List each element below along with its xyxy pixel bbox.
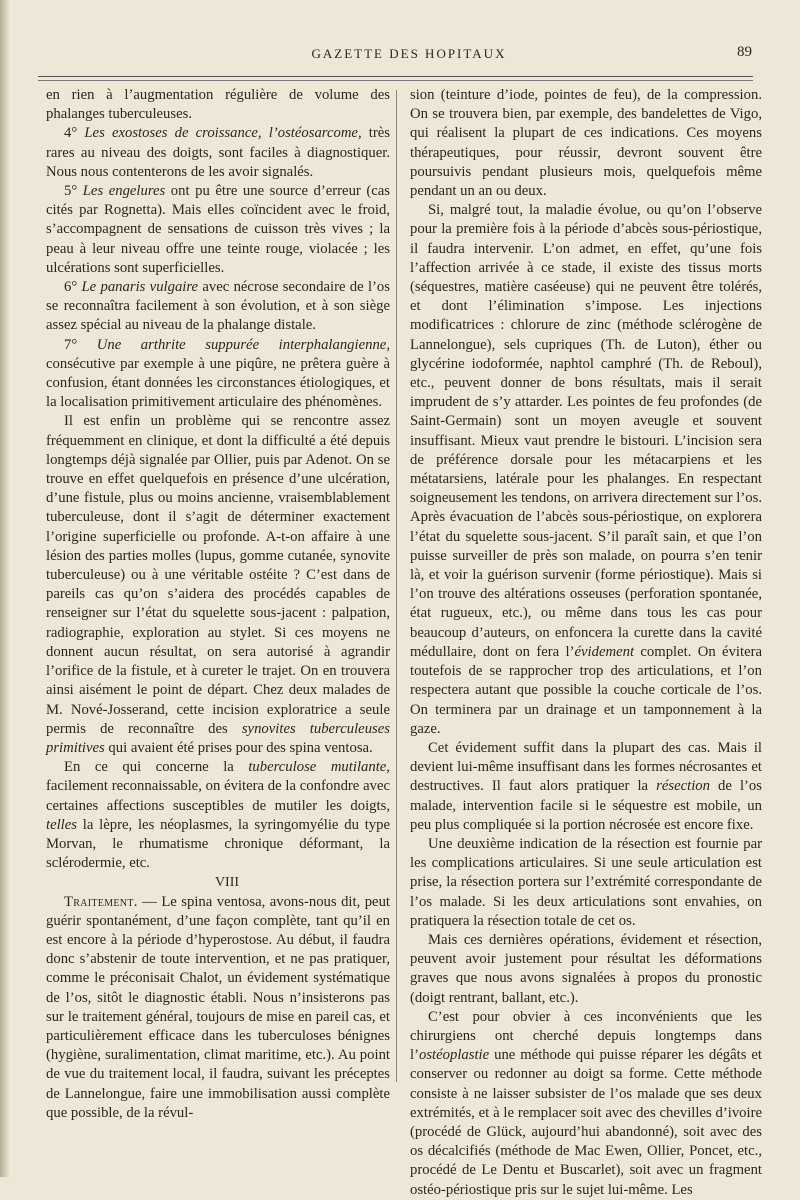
paragraph [410, 86, 762, 201]
paragraph [46, 182, 390, 278]
text-run: de l’os malade, intervention facile si le séquestre est mobile, un peu plus compliquée si la portion nécrosée est encore fixe. [410, 778, 762, 833]
header-rule [38, 76, 753, 77]
emphasis: évidement [574, 643, 635, 660]
emphasis: Les engelures [82, 183, 166, 200]
text-run: la lèpre, les néoplasmes, la syringomyélie du type Morvan, le rhumatisme chronique déformant, la sclérodermie, etc. [46, 816, 390, 872]
emphasis: résection [656, 778, 710, 795]
text-run: 6° [64, 279, 82, 296]
paragraph [46, 758, 390, 873]
text-run: Une deuxième indication de la résection est fournie par les complications articulaires. Si une seule articulation est prise, la résection portera sur l’extrémité correspondante de l’os malade. Si les deux articulations sont envahies, on pratiquera la résection totale de cet os. [410, 835, 762, 929]
emphasis: synovites tuberculeuses primitives [46, 720, 390, 756]
emphasis: tuberculose mutilante, [248, 759, 390, 776]
text-run: Mais ces dernières opérations, évidement et résection, peuvent avoir justement pour résultat les déformations graves que nous avons signalées à propos du pronostic (doigt rentrant, ballant, etc.). [410, 931, 762, 1006]
binding-edge [0, 0, 10, 1177]
text-run: consécutive par exemple à une piqûre, ne prêtera guère à confusion, étant données les circonstances étiologiques, et la localisation primitivement articulaire des phénomènes. [46, 355, 390, 411]
emphasis: Les exostoses de croissance, l’ostéosarcome, [84, 125, 362, 142]
text-run: qui avaient été prises pour des spina ventosa. [104, 739, 373, 756]
paragraph [410, 931, 762, 1008]
paragraph [46, 86, 390, 124]
header-rule-secondary [38, 80, 753, 81]
section-heading: VIII [214, 875, 240, 891]
text-run: avec nécrose secondaire de l’os se reconnaîtra facilement à son évolution, et à son siège assez spécial au niveau de la phalange distale. [46, 279, 390, 334]
paragraph [46, 336, 390, 413]
text-run: 4° [64, 125, 85, 142]
paragraph [46, 124, 390, 182]
right-column [410, 86, 762, 1200]
text-run: une méthode qui puisse réparer les dégâts et conserver ou redonner au doigt sa forme. Cette méthode consiste à ne laisser subsister de l’os malade que ses deux extrémités, et à le remplacer soit avec des chevilles d’ivoire (procédé de Glück, aujourd’hui abandonné), soit avec des os décalcifiés (méthode de Mac Ewen, Ollier, Poncet, etc., procédé de Le Dentu et Buscarlet), soit avec un fragment ostéo-périostique pris sur le sujet lui-même. Les [410, 1047, 762, 1198]
emphasis: ostéoplastie [418, 1047, 490, 1064]
text-run: Il est enfin un problème qui se rencontre assez fréquemment en clinique, et dont la difficulté a été depuis longtemps déjà signalée par Ollier, puis par Adenot. On se trouve en effet quelquefois en présence d’une ulcération, d’une fistule, plus ou moins ancienne, vraisemblablement tuberculeuse, dont il s’agit de déterminer exactement l’origine superficielle ou profonde. A-t-on affaire à une lésion des parties molles (lupus, gomme cutanée, synovite tuberculeuse) ou à une véritable ostéite ? C’est dans de pareils cas qu’on s’aidera des procédés capables de renseigner sur l’état du squelette sous-jacent : palpation, radiographie, exploration au stylet. Si ces moyens ne donnent aucun résultat, on sera autorisé à agrandir l’orifice de la fistule, et à cureter le trajet. On en trouvera ainsi aisément le point de départ. Chez deux malades de M. Nové-Josserand, cette incision exploratrice a seule permis de reconnaître des [46, 413, 390, 737]
page-header [40, 44, 778, 66]
paragraph [46, 412, 390, 758]
text-run: sion (teinture d’iode, pointes de feu), de la compression. On se trouvera bien, par exemple, des bandelettes de Vigo, qui réalisent la plupart de ces indications. Ces moyens thérapeutiques, pour réussir, devront souvent être poursuivis pendant plusieurs mois, quelquefois même pendant un an ou deux. [410, 87, 762, 200]
paragraph [410, 835, 762, 931]
text-run: 7° [64, 336, 97, 353]
paragraph [410, 1008, 762, 1200]
emphasis: Une arthrite suppurée interphalangienne, [96, 336, 391, 353]
text-run: très rares au niveau des doigts, sont faciles à diagnostiquer. Nous nous contenterons de les avoir signalés. [46, 125, 391, 180]
text-run: facilement reconnaissable, on évitera de la confondre avec certaines affections susceptibles de mutiler les doigts, [46, 778, 390, 814]
emphasis: telles [46, 816, 77, 833]
column-divider [396, 90, 397, 1082]
text-run: en rien à l’augmentation régulière de volume des phalanges tuberculeuses. [46, 87, 390, 123]
text-run: En ce qui concerne la [64, 759, 249, 776]
text-run: Cet évidement suffit dans la plupart des cas. Mais il devient lui-même insuffisant dans les formes nécrosantes et destructives. Il faut alors pratiquer la [410, 739, 762, 795]
text-run: Si, malgré tout, la maladie évolue, ou qu’on l’observe pour la première fois à la période d’abcès sous-périostique, il faudra intervenir. L’on admet, en effet, qu’une fois l’affection arrivée à ce stade, il existe des tissus morts (séquestres, matière caséeuse) qui ne peuvent être tolérés, et dont l’élimination s’impose. Les injections modificatrices : chlorure de zinc (méthode sclérogène de Lannelongue), sels cupriques (Th. de Luton), éther ou glycérine iodoformée, naphtol camphré (Th. de Reboul), etc., peuvent donner de bons résultats, mais il serait imprudent de s’y attarder. Les pointes de feu profondes (de Saint-Germain) sont un moyen aveugle et souvent insuffisant. Mieux vaut prendre le bistouri. L’incision sera de préférence dorsale pour les métacarpiens et les métatarsiens, latérale pour les phalanges. En respectant soigneusement les tendons, on arrivera directement sur l’os. Après évacuation de l’abcès sous-périostique, on explorera l’état du squelette sous-jacent. S’il paraît sain, et que l’on puisse surveiller de près son malade, on pourra s’en tenir là, et voir la guérison survenir (forme périostique). Mais si l’on trouve des altérations osseuses (perforation spontanée, état rugueux, etc.), ou même dans tous les cas pour beaucoup d’auteurs, on enfoncera la curette dans la cavité médullaire, dont on fera l’ [410, 202, 762, 660]
text-run: 5° [64, 183, 83, 200]
paragraph [410, 739, 762, 835]
left-column [46, 86, 390, 1123]
page-number: 89 [737, 44, 752, 60]
text-run: C’est pour obvier à ces inconvénients que les chirurgiens ont cherché depuis longtemps dans l’ [410, 1008, 762, 1064]
paragraph [46, 893, 390, 1123]
text-run: ont pu être une source d’erreur (cas cités par Rognetta). Mais elles coïncident avec le froid, s’accompagnent de sensations de cuisson très vives ; la peau à leur niveau offre une teinte rouge, violacée ; les ulcérations sont superficielles. [46, 183, 390, 276]
running-title: GAZETTE DES HOPITAUX [311, 46, 507, 61]
paragraph-lead: Traitement. [64, 893, 138, 910]
paragraph [46, 278, 390, 336]
text-run: — Le spina ventosa, avons-nous dit, peut guérir spontanément, d’une façon complète, tant qu’il en est encore à la période d’hyperostose. Au début, il faudra donc s’abstenir de toute intervention, et ne pas pratiquer, comme le préconisait Chalot, un évidement systématique de l’os, sitôt le diagnostic établi. Nous n’insisterons pas sur le traitement général, toujours de mise en pareil cas, et particulièrement efficace dans les tuberculoses bénignes (hygiène, suralimentation, climat maritime, etc.). Au point de vue du traitement local, il faudra, suivant les préceptes de Lannelongue, faire une immobilisation aussi complète que possible, de la révul- [46, 893, 390, 1121]
paragraph [410, 201, 762, 739]
emphasis: Le panaris vulgaire [81, 279, 199, 296]
text-run: complet. On évitera toutefois de se rapprocher trop des articulations, et l’on respectera autant que possible la couche corticale de l’os. On terminera par un drainage et un tamponnement à la gaze. [410, 643, 762, 737]
